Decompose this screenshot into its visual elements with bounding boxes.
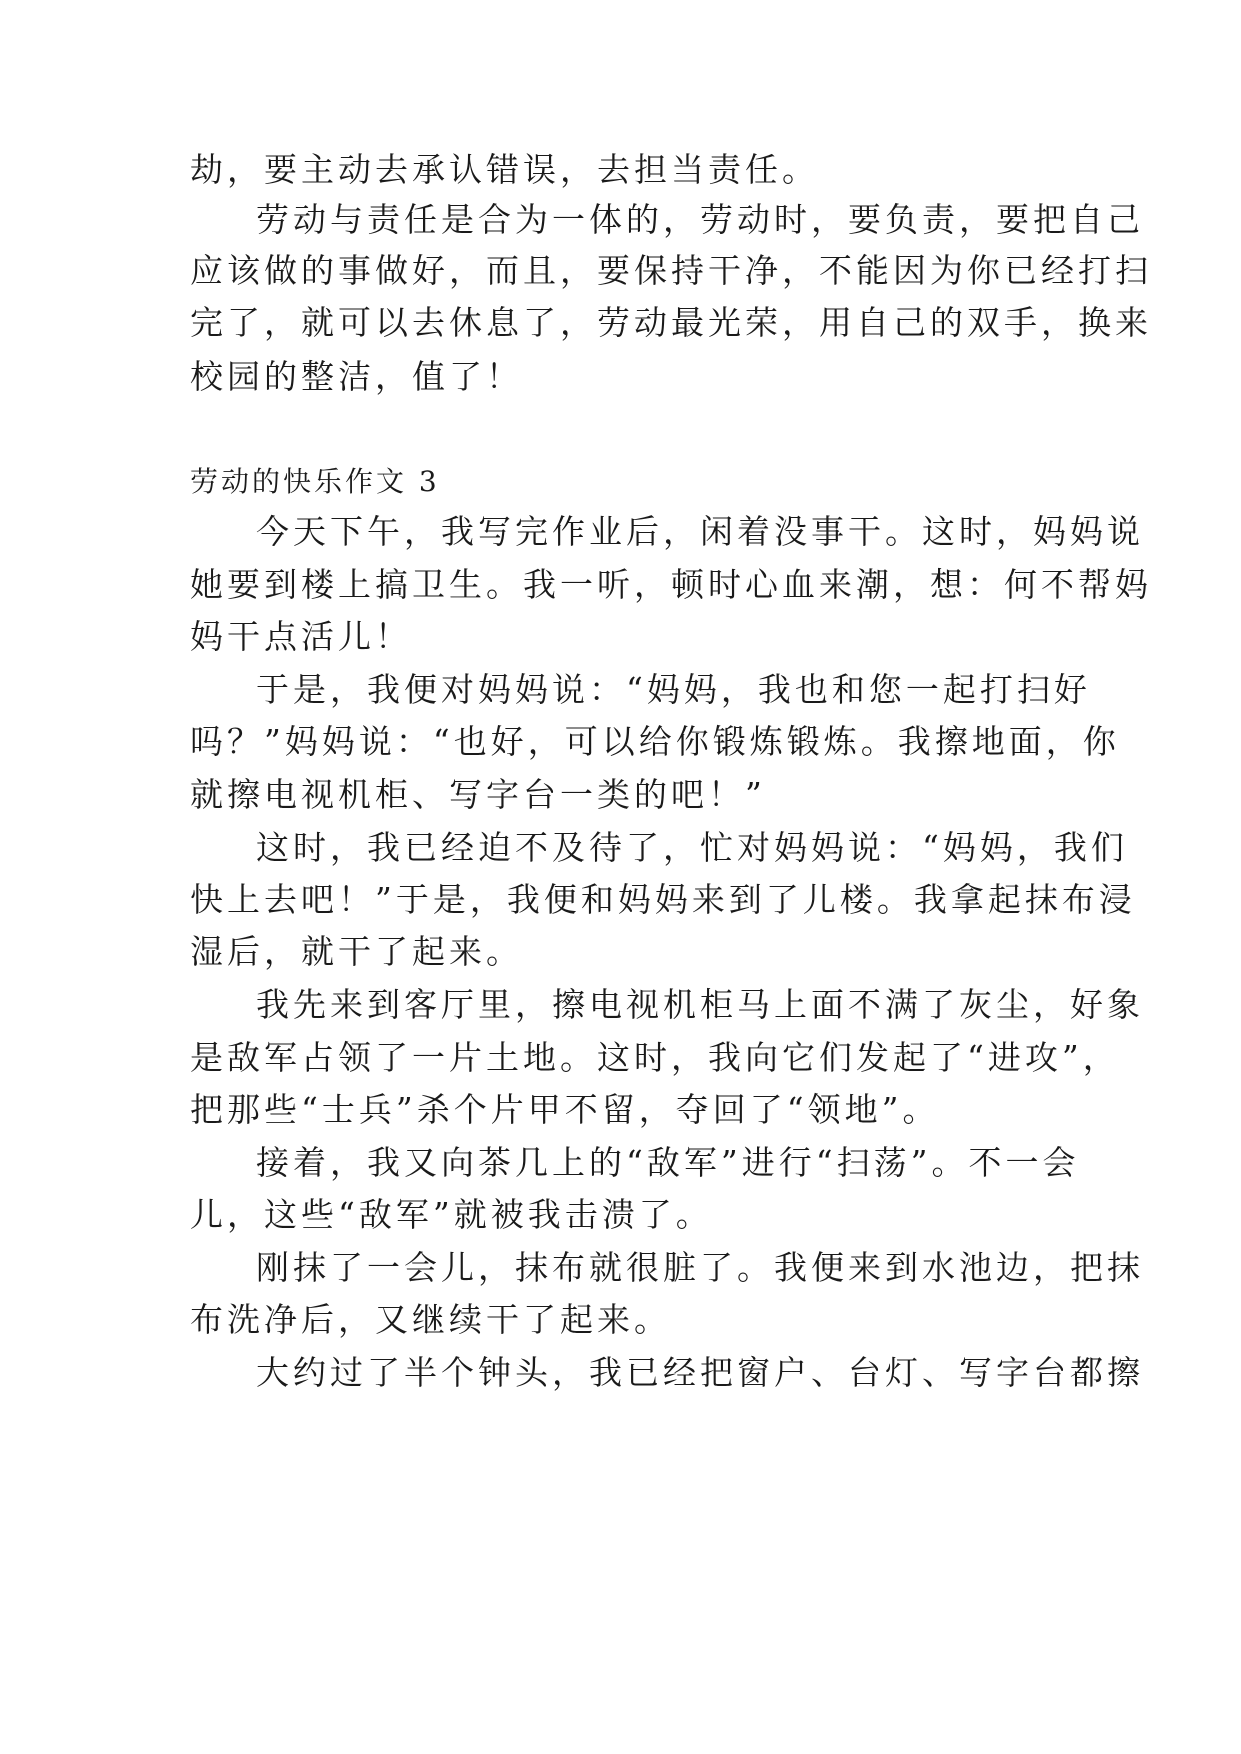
paragraph-first-line: 这时，我已经迫不及待了，忙对妈妈说：“妈妈，我们 [256,828,1128,867]
text-line: 儿，这些“敌军”就被我击溃了。 [190,1195,713,1234]
paragraph-first-line: 今天下午，我写完作业后，闲着没事干。这时，妈妈说 [256,512,1144,551]
text-line: 是敌军占领了一片土地。这时，我向它们发起了“进攻”， [190,1038,1120,1077]
paragraph-first-line: 我先来到客厅里，擦电视机柜马上面不满了灰尘，好象 [256,985,1144,1024]
paragraph-first-line: 大约过了半个钟头，我已经把窗户、台灯、写字台都擦 [256,1353,1144,1392]
text-line: 完了，就可以去休息了，劳动最光荣，用自己的双手，换来 [190,303,1152,342]
text-line: 就擦电视机柜、写字台一类的吧！” [190,775,766,814]
text-line: 校园的整洁，值了！ [190,357,523,396]
text-line: 她要到楼上搞卫生。我一听，顿时心血来潮，想：何不帮妈 [190,565,1152,604]
text-line: 把那些“士兵”杀个片甲不留，夺回了“领地”。 [190,1090,940,1129]
text-line: 妈干点活儿！ [190,617,412,656]
text-line: 快上去吧！”于是，我便和妈妈来到了儿楼。我拿起抹布浸 [190,880,1136,919]
paragraph-first-line: 于是，我便对妈妈说：“妈妈，我也和您一起打扫好 [256,670,1091,709]
document-page [190,0,1152,1754]
text-line: 吗？”妈妈说：“也好，可以给你锻炼锻炼。我擦地面，你 [190,722,1120,761]
section-heading: 劳动的快乐作文 3 [190,465,440,498]
text-line: 湿后，就干了起来。 [190,932,523,971]
text-line: 应该做的事做好，而且，要保持干净，不能因为你已经打扫 [190,251,1152,290]
paragraph-first-line: 劳动与责任是合为一体的，劳动时，要负责，要把自己 [256,200,1144,239]
paragraph-first-line: 接着，我又向茶几上的“敌军”进行“扫荡”。不一会 [256,1143,1080,1182]
text-line: 布洗净后，又继续干了起来。 [190,1300,671,1339]
text-line: 劫，要主动去承认错误，去担当责任。 [190,150,819,189]
paragraph-first-line: 刚抹了一会儿，抹布就很脏了。我便来到水池边，把抹 [256,1248,1144,1287]
